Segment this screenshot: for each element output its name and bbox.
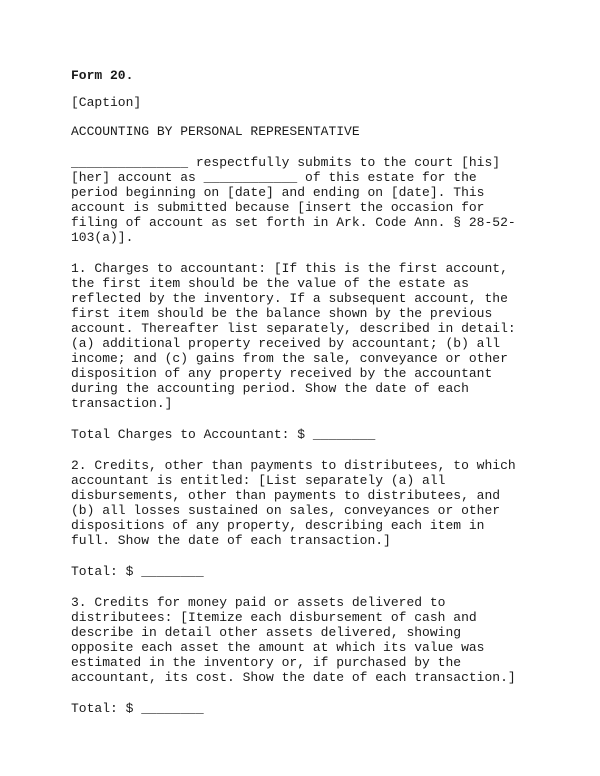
- section-1-line: the first item should be the value of the estate as: [71, 276, 469, 291]
- section-3-line: distributees: [Itemize each disbursement of cash and: [71, 610, 477, 625]
- section-3-line: estimated in the inventory or, if purchased by the: [71, 655, 462, 670]
- document-page: [71, 68, 541, 732]
- section-1-line: 1. Charges to accountant: [If this is the first account,: [71, 261, 508, 276]
- section-2-paragraph: [71, 458, 541, 548]
- section-2-line: disbursements, other than payments to distributees, and: [71, 488, 501, 503]
- section-1-line: first item should be the balance shown by the previous: [71, 306, 493, 321]
- section-3-line: 3. Credits for money paid or assets delivered to: [71, 595, 446, 610]
- section-1-total: Total Charges to Accountant: $ ________: [71, 427, 376, 442]
- form-title: Form 20.: [71, 68, 134, 83]
- section-2-line: dispositions of any property, describing each item in: [71, 518, 485, 533]
- section-1-line: transaction.]: [71, 396, 173, 411]
- section-1-line: (a) additional property received by accountant; (b) all: [71, 336, 501, 351]
- section-1-line: account. Thereafter list separately, described in detail:: [71, 321, 516, 336]
- intro-line: account is submitted because [insert the occasion for: [71, 200, 485, 215]
- section-2-total: Total: $ ________: [71, 564, 204, 579]
- section-1-line: income; and (c) gains from the sale, conveyance or other: [71, 351, 508, 366]
- document-heading: ACCOUNTING BY PERSONAL REPRESENTATIVE: [71, 124, 360, 139]
- section-2-line: accountant is entitled: [List separately (a) all: [71, 473, 446, 488]
- section-3-line: accountant, its cost. Show the date of each transaction.]: [71, 670, 516, 685]
- intro-line: period beginning on [date] and ending on [date]. This: [71, 185, 485, 200]
- section-3-line: describe in detail other assets delivered, showing: [71, 625, 462, 640]
- section-1-line: reflected by the inventory. If a subsequent account, the: [71, 291, 508, 306]
- section-1-paragraph: [71, 261, 541, 411]
- section-3-paragraph: [71, 595, 541, 685]
- intro-line: _______________ respectfully submits to the court [his]: [71, 155, 501, 170]
- section-1-line: during the accounting period. Show the date of each: [71, 381, 469, 396]
- intro-line: 103(a)].: [71, 230, 134, 245]
- caption: [Caption]: [71, 95, 142, 110]
- section-3-total: Total: $ ________: [71, 701, 204, 716]
- section-2-line: (b) all losses sustained on sales, conveyances or other: [71, 503, 501, 518]
- section-3-line: opposite each asset the amount at which its value was: [71, 640, 485, 655]
- intro-line: filing of account as set forth in Ark. Code Ann. § 28-52-: [71, 215, 516, 230]
- section-2-line: 2. Credits, other than payments to distributees, to which: [71, 458, 516, 473]
- section-2-line: full. Show the date of each transaction.]: [71, 533, 391, 548]
- intro-line: [her] account as ____________ of this estate for the: [71, 170, 477, 185]
- intro-paragraph: [71, 155, 541, 245]
- section-1-line: disposition of any property received by the accountant: [71, 366, 493, 381]
